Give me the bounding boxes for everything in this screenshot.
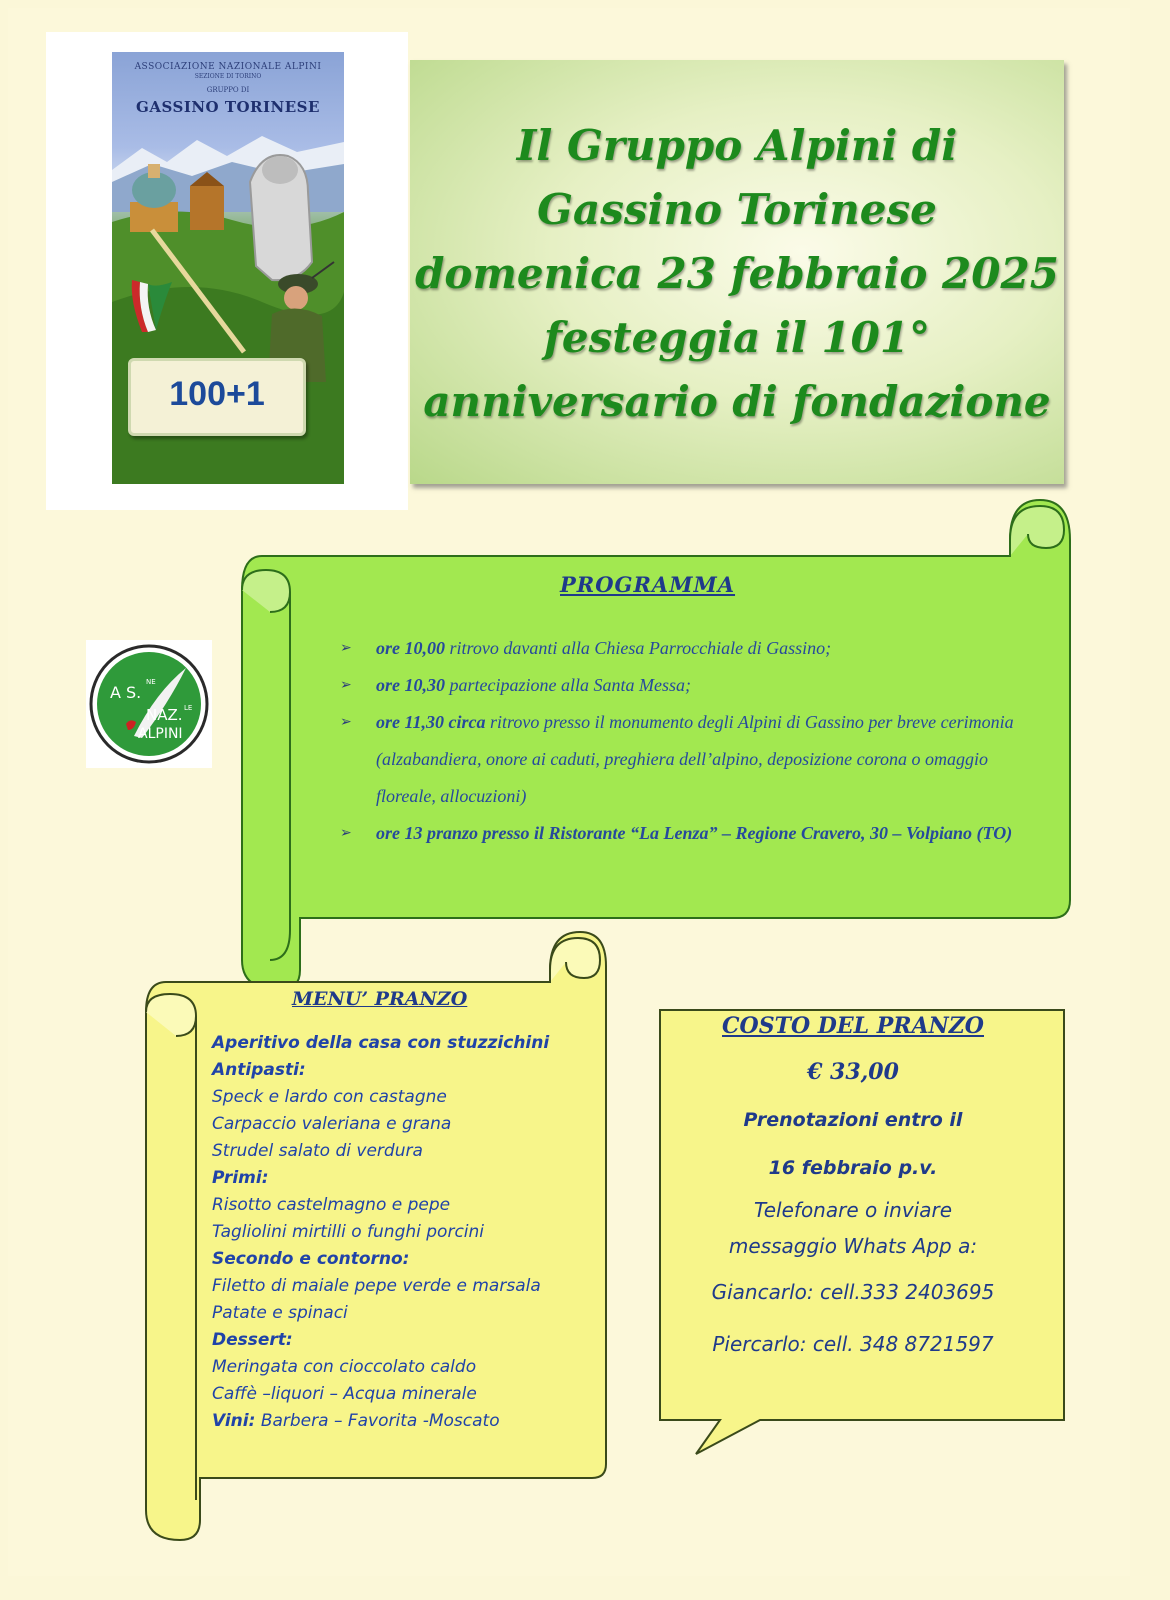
booking-line-2: 16 febbraio p.v. bbox=[768, 1157, 938, 1179]
programma-item bbox=[340, 630, 1030, 667]
arrow-bullet-icon: ➢ bbox=[340, 826, 352, 841]
menu-line: Filetto di maiale pepe verde e marsala bbox=[212, 1276, 541, 1296]
title-line-1: Il Gruppo Alpini di bbox=[516, 121, 958, 170]
title-line-3: domenica 23 febbraio 2025 bbox=[415, 249, 1059, 298]
programma-item-time: ore 13 pranzo presso il Ristorante “La Lenza” – Regione Cravero, 30 – Volpiano (TO) bbox=[376, 823, 1013, 843]
programma-item bbox=[340, 704, 1030, 815]
programma-item-time: ore 11,30 circa bbox=[376, 712, 486, 732]
vini-label: Vini: bbox=[212, 1411, 256, 1431]
programma-list bbox=[340, 630, 1030, 852]
cost-title: COSTO DEL PRANZO bbox=[722, 1013, 984, 1039]
poster-group-name: GASSINO TORINESE bbox=[136, 98, 320, 116]
programma-item-text: ritrovo presso il monumento degli Alpini di Gassino per breve cerimonia (alzabandiera, onore ai caduti, preghiera dell’alpino, deposizione corona o omaggio floreale, allocuzioni) bbox=[376, 712, 1014, 806]
menu-line: Primi: bbox=[212, 1168, 269, 1188]
poster-group-label: GRUPPO DI bbox=[206, 86, 250, 94]
menu-line: Carpaccio valeriana e grana bbox=[212, 1114, 452, 1134]
menu-line: Dessert: bbox=[212, 1330, 293, 1350]
menu-line: Patate e spinaci bbox=[212, 1303, 348, 1323]
logo-le: LE bbox=[184, 704, 193, 712]
logo-naz: NAZ. bbox=[146, 706, 183, 724]
menu-title: MENU’ PRANZO bbox=[292, 988, 468, 1010]
booking-line-1: Prenotazioni entro il bbox=[743, 1109, 963, 1131]
poster-section: SEZIONE DI TORINO bbox=[194, 73, 262, 80]
menu-line: Risotto castelmagno e pepe bbox=[212, 1195, 451, 1215]
title-line-5: anniversario di fondazione bbox=[423, 377, 1051, 426]
programma-item-time: ore 10,00 bbox=[376, 638, 445, 658]
programma-item bbox=[340, 815, 1030, 852]
logo-letter-a: A bbox=[110, 683, 121, 702]
menu-line: Strudel salato di verdura bbox=[212, 1141, 423, 1161]
menu-line: Meringata con cioccolato caldo bbox=[212, 1357, 477, 1377]
phone-giancarlo: Giancarlo: cell.333 2403695 bbox=[711, 1280, 995, 1304]
cost-price: € 33,00 bbox=[807, 1059, 899, 1085]
title-line-4: festeggia il 101° bbox=[543, 313, 931, 362]
menu-line: Caffè –liquori – Acqua minerale bbox=[212, 1384, 477, 1404]
logo-alpini: ALPINI bbox=[138, 726, 183, 742]
title-line-2: Gassino Torinese bbox=[537, 185, 937, 234]
cost-box bbox=[664, 996, 1042, 1368]
logo-letter-s: S. bbox=[126, 683, 142, 702]
poster-association: ASSOCIAZIONE NAZIONALE ALPINI bbox=[134, 62, 322, 72]
menu-line-vini bbox=[212, 1408, 592, 1435]
programma-item bbox=[340, 667, 1030, 704]
phone-piercarlo: Piercarlo: cell. 348 8721597 bbox=[712, 1332, 994, 1356]
arrow-bullet-icon: ➢ bbox=[340, 678, 352, 693]
menu-line: Secondo e contorno: bbox=[212, 1249, 410, 1269]
arrow-bullet-icon: ➢ bbox=[340, 641, 352, 656]
contact-line-1: Telefonare o inviare bbox=[753, 1198, 952, 1222]
menu-list bbox=[212, 1030, 592, 1435]
logo-ne: NE bbox=[146, 678, 156, 686]
menu-line: Tagliolini mirtilli o funghi porcini bbox=[212, 1222, 485, 1242]
contact-line-2: messaggio Whats App a: bbox=[728, 1234, 978, 1258]
menu-line: Aperitivo della casa con stuzzichini bbox=[212, 1033, 550, 1053]
programma-item-text: ritrovo davanti alla Chiesa Parrocchiale di Gassino; bbox=[445, 638, 832, 658]
menu-line: Antipasti: bbox=[212, 1060, 306, 1080]
programma-item-time: ore 10,30 bbox=[376, 675, 445, 695]
programma-title: PROGRAMMA bbox=[560, 572, 736, 597]
programma-item-text: partecipazione alla Santa Messa; bbox=[445, 675, 691, 695]
arrow-bullet-icon: ➢ bbox=[340, 715, 352, 730]
menu-line: Speck e lardo con castagne bbox=[212, 1087, 447, 1107]
anniversary-badge-text: 100+1 bbox=[169, 375, 265, 413]
vini-text: Barbera – Favorita -Moscato bbox=[255, 1411, 500, 1431]
